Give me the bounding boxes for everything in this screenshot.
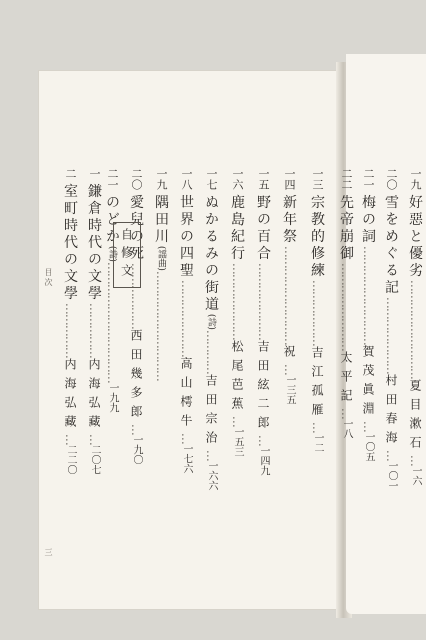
toc-entry-18: 一八 世界の四聖…………………高山樗牛…一七六 bbox=[178, 168, 194, 474]
folio: 三 bbox=[44, 548, 53, 558]
study-entry-2: 二 室町時代の文學……………内海弘藏…二二〇 bbox=[62, 168, 78, 475]
toc-entry-20: 二〇 愛兒の死………………西田幾多郎…一九〇 bbox=[128, 168, 144, 465]
running-head: 目次 bbox=[44, 268, 53, 288]
toc-entry-13: 一三 宗教的修練………………吉江孤雁…一二 bbox=[309, 168, 325, 453]
toc-entry-17: 一七 ぬかるみの街道(詩)…………吉田宗治…一六六 bbox=[203, 168, 219, 491]
right-toc-entry-22: 二二 先帝崩御……………………太平記…一八 bbox=[338, 168, 354, 439]
right-toc-entry-19: 一九 好惡と優劣………………………夏目漱石…一六 bbox=[407, 168, 423, 486]
right-toc-entry-20: 二〇 雪をめぐる記…………………村田春海…一〇一 bbox=[383, 168, 399, 491]
study-entry-1: 一 鎌倉時代の文學……………内海弘藏…二〇七 bbox=[86, 168, 102, 475]
toc-entry-16: 一六 鹿島紀行…………………松尾芭蕉…一五三 bbox=[229, 168, 245, 457]
toc-entry-14: 一四 新年祭………………………祝…一三五 bbox=[281, 168, 297, 405]
section-heading-box: 自修文 bbox=[113, 222, 141, 288]
right-toc-entry-21: 二一 梅の詞………………………賀茂眞淵…一〇五 bbox=[360, 168, 376, 462]
toc-entry-15: 一五 野の百合…………………吉田絃二郎…一四九 bbox=[255, 168, 271, 476]
toc-entry-21: 二一 のどか(詩)……………………………一九九 bbox=[104, 168, 120, 413]
toc-entry-19: 一九 隅田川(謡曲)………………………… bbox=[153, 168, 169, 381]
